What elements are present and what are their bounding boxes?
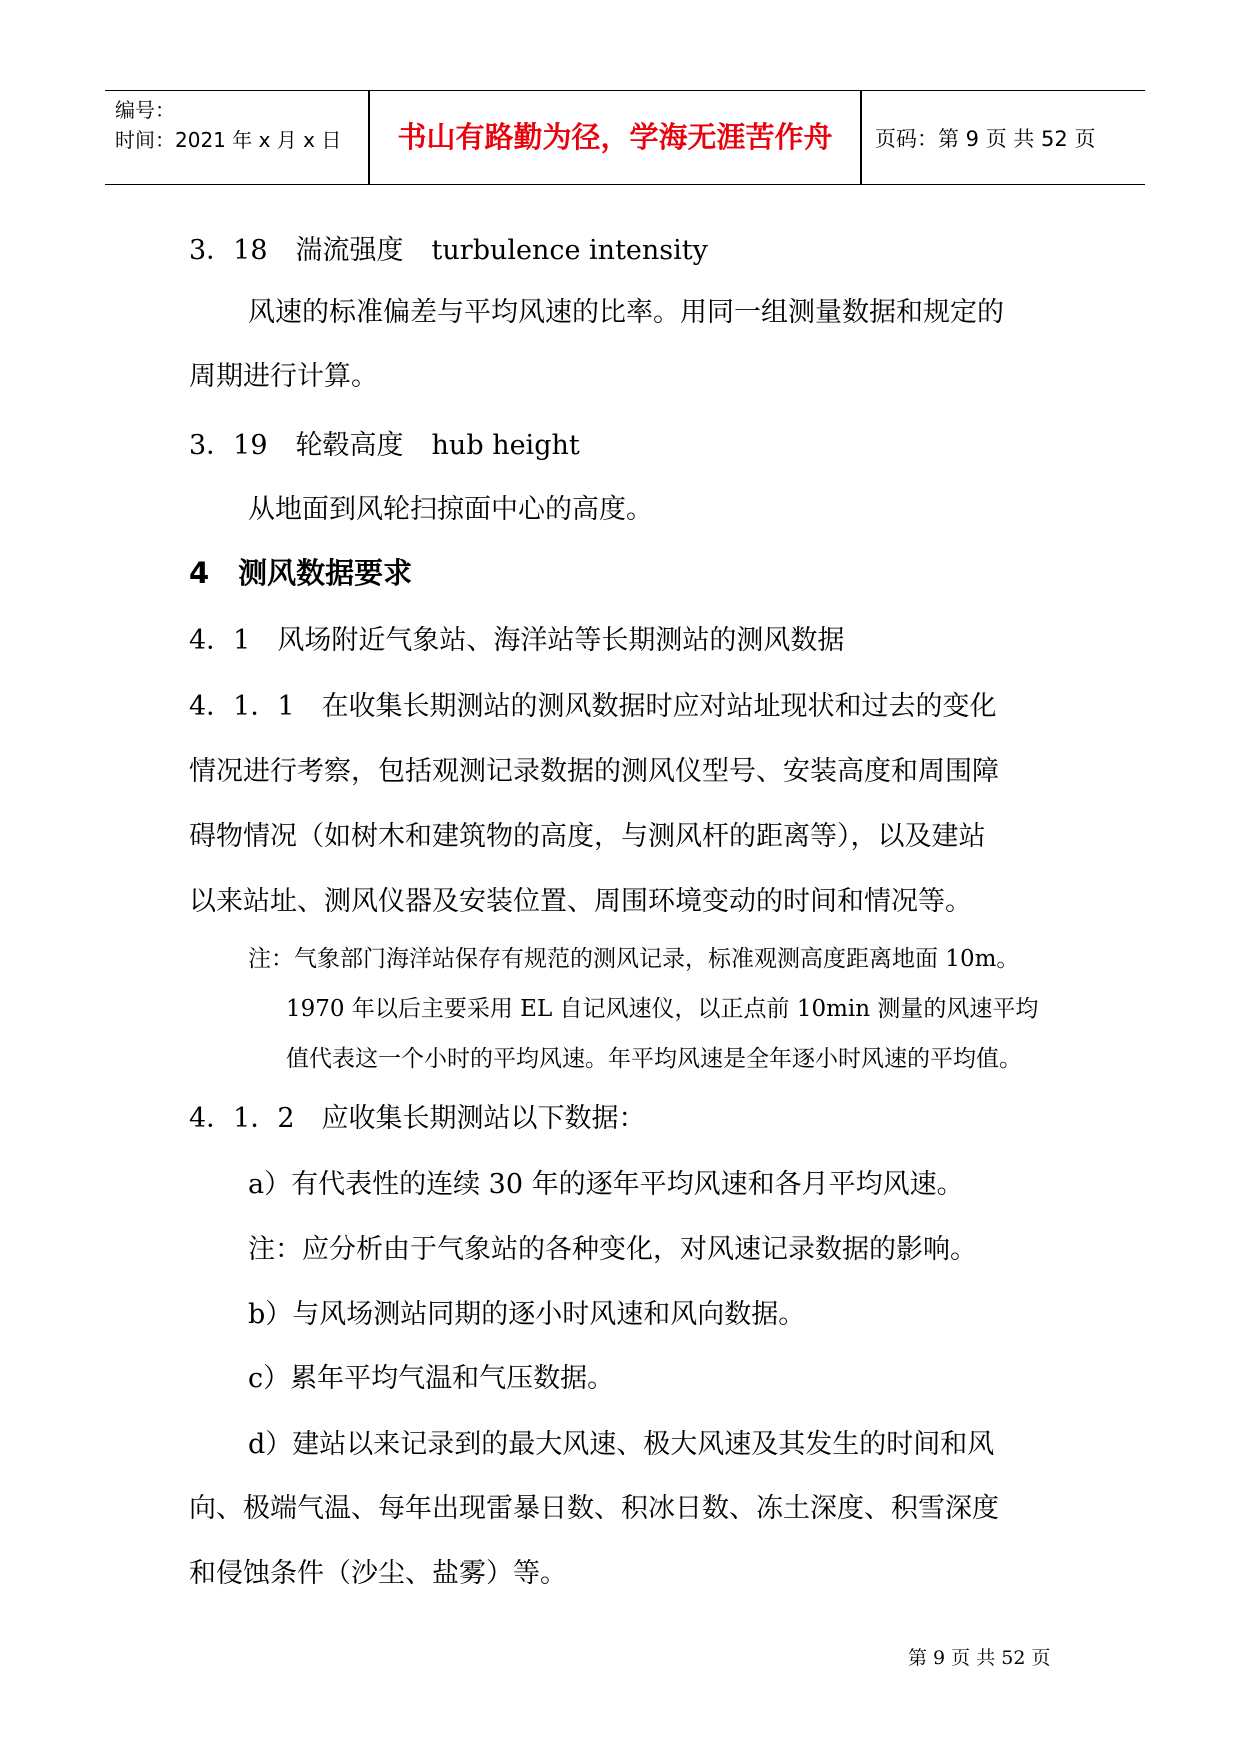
note-line: 值代表这一个小时的平均风速。年平均风速是全年逐小时风速的平均值。 — [286, 1046, 1022, 1072]
time-label: 时间：2021 年 x 月 x 日 — [115, 128, 342, 152]
note-line: 注：气象部门海洋站保存有规范的测风记录，标准观测高度距离地面 10m。 — [248, 946, 1020, 972]
term-title: 湍流强度 — [295, 235, 404, 266]
list-item: a）有代表性的连续 30 年的逐年平均风速和各月平均风速。 — [248, 1169, 964, 1200]
number-label: 编号： — [115, 98, 175, 122]
paragraph-line: 以来站址、测风仪器及安装位置、周围环境变动的时间和情况等。 — [189, 886, 972, 917]
section-3-18-heading — [189, 228, 708, 267]
header-divider — [860, 91, 862, 184]
page-footer: 第 9 页 共 52 页 — [908, 1647, 1051, 1669]
term-english: hub height — [431, 430, 580, 461]
section-4-1-heading: 4．1 风场附近气象站、海洋站等长期测站的测风数据 — [189, 625, 845, 656]
header-meta — [115, 95, 341, 155]
list-item: b）与风场测站同期的逐小时风速和风向数据。 — [248, 1299, 806, 1330]
paragraph-line: 从地面到风轮扫掠面中心的高度。 — [248, 494, 653, 525]
paragraph-line: 向、极端气温、每年出现雷暴日数、积冰日数、冻土深度、积雪深度 — [189, 1493, 999, 1524]
paragraph-line: 4．1．1 在收集长期测站的测风数据时应对站址现状和过去的变化 — [189, 691, 997, 722]
header-page-info: 页码：第 9 页 共 52 页 — [875, 127, 1096, 151]
list-item: d）建站以来记录到的最大风速、极大风速及其发生的时间和风 — [248, 1429, 995, 1460]
paragraph-line: 情况进行考察，包括观测记录数据的测风仪型号、安装高度和周围障 — [189, 756, 999, 787]
section-3-19-heading — [189, 423, 580, 462]
term-title: 轮毂高度 — [295, 430, 404, 461]
paragraph-line: 周期进行计算。 — [189, 361, 378, 392]
paragraph-line: 风速的标准偏差与平均风速的比率。用同一组测量数据和规定的 — [248, 297, 1004, 328]
list-item: c）累年平均气温和气压数据。 — [248, 1363, 615, 1394]
header-motto: 书山有路勤为径，学海无涯苦作舟 — [397, 120, 833, 154]
section-4-1-2-heading: 4．1．2 应收集长期测站以下数据： — [189, 1103, 646, 1134]
term-english: turbulence intensity — [431, 235, 708, 266]
section-4-heading: 4 测风数据要求 — [189, 556, 413, 590]
paragraph-line: 和侵蚀条件（沙尘、盐雾）等。 — [189, 1558, 567, 1589]
note-line: 1970 年以后主要采用 EL 自记风速仪，以正点前 10min 测量的风速平均 — [286, 996, 1039, 1022]
paragraph-line: 碍物情况（如树木和建筑物的高度，与测风杆的距离等），以及建站 — [189, 821, 986, 852]
note-line: 注：应分析由于气象站的各种变化，对风速记录数据的影响。 — [248, 1234, 977, 1265]
section-number: 3．18 — [189, 235, 268, 266]
section-number: 3．19 — [189, 430, 268, 461]
page-header — [105, 90, 1145, 185]
